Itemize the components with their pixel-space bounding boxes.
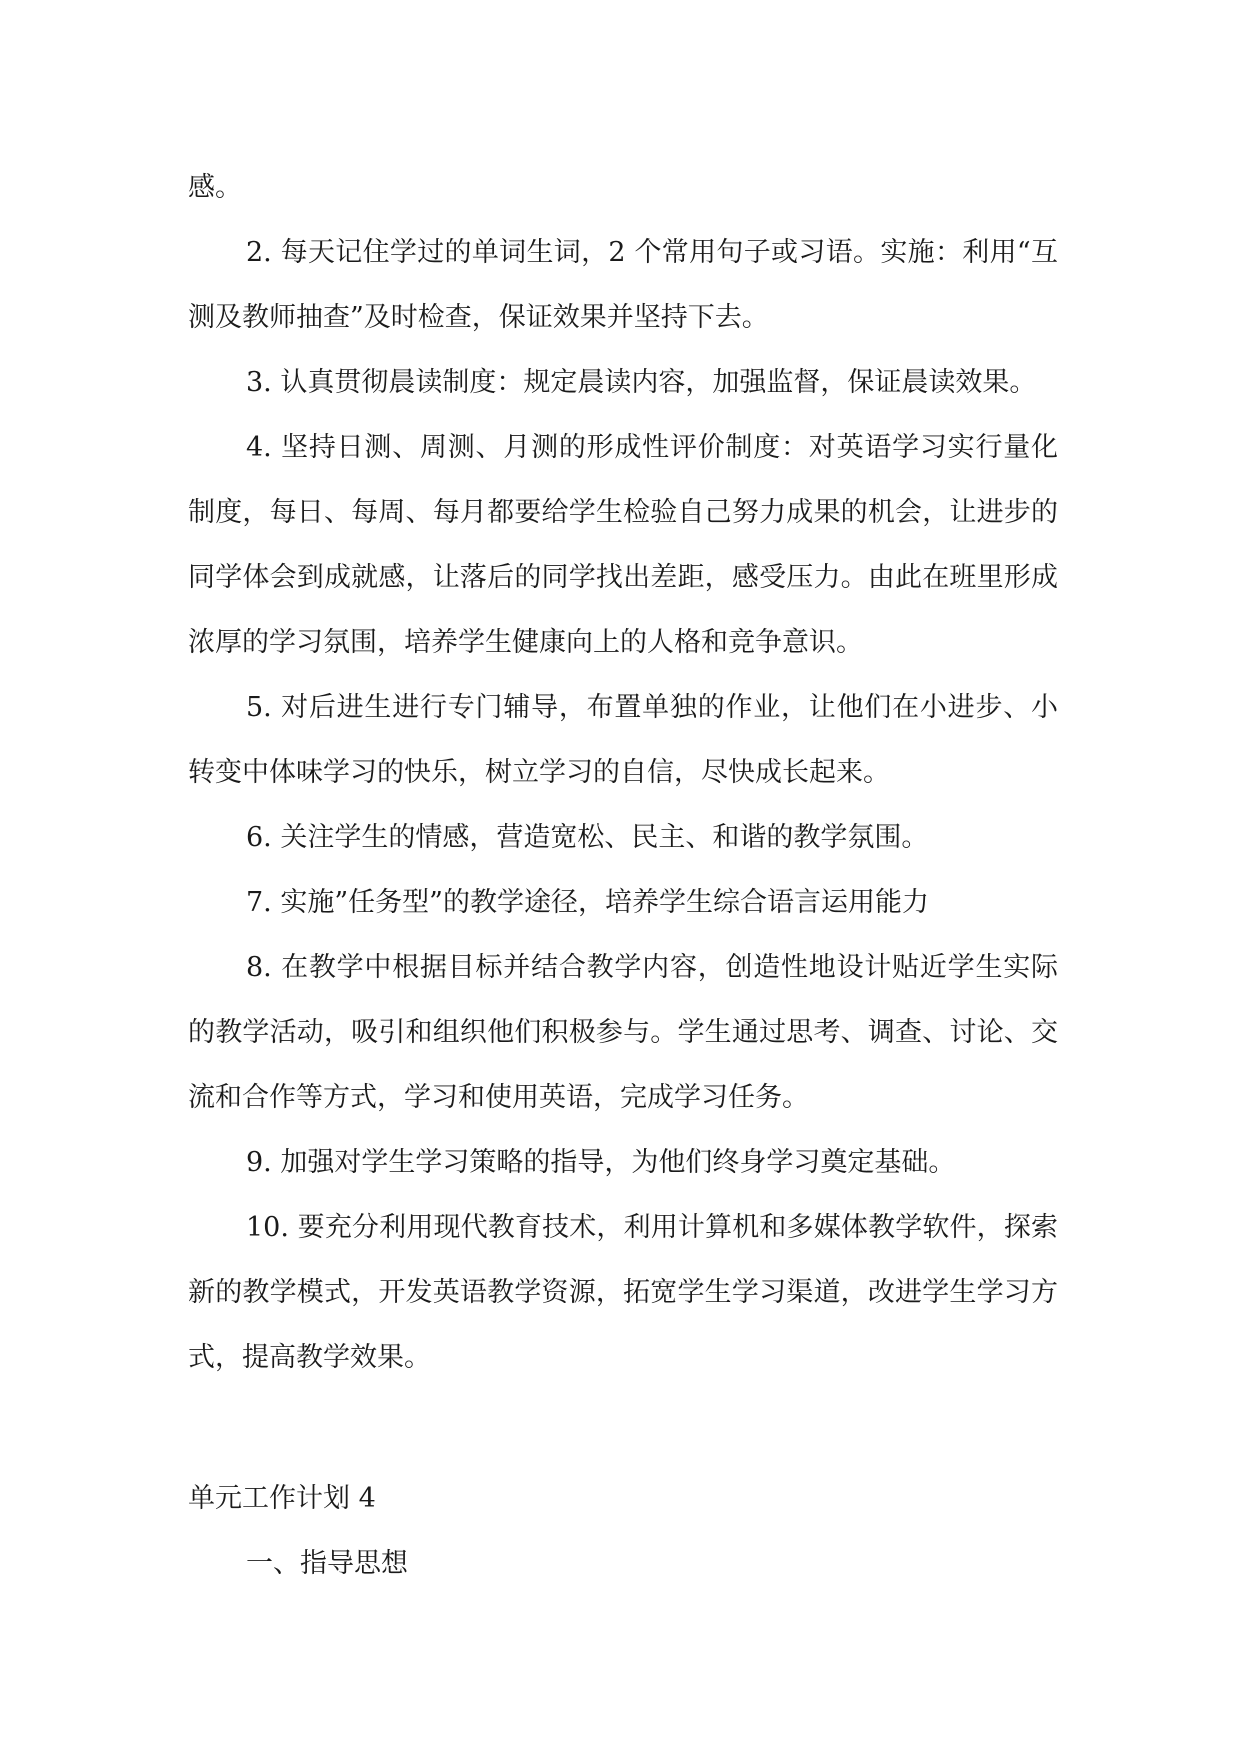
list-item-8: 8. 在教学中根据目标并结合教学内容，创造性地设计贴近学生实际的教学活动，吸引和组织他们积极参与。学生通过思考、调查、讨论、交流和合作等方式，学习和使用英语，完成学习任务。: [188, 952, 1058, 1113]
document-body: [188, 155, 1058, 1596]
list-item-7: 7. 实施”任务型”的教学途径，培养学生综合语言运用能力: [246, 887, 929, 918]
list-item-3: 3. 认真贯彻晨读制度：规定晨读内容，加强监督，保证晨读效果。: [246, 367, 1037, 398]
section-title: 单元工作计划 4: [188, 1483, 376, 1514]
list-item-2: 2. 每天记住学过的单词生词，2 个常用句子或习语。实施：利用“互测及教师抽查”及时检查，保证效果并坚持下去。: [188, 237, 1058, 333]
list-item-10: 10. 要充分利用现代教育技术，利用计算机和多媒体教学软件，探索新的教学模式，开发英语教学资源，拓宽学生学习渠道，改进学生学习方式，提高教学效果。: [188, 1212, 1058, 1373]
list-item-4: 4. 坚持日测、周测、月测的形成性评价制度：对英语学习实行量化制度，每日、每周、每月都要给学生检验自己努力成果的机会，让进步的同学体会到成就感，让落后的同学找出差距，感受压力。由此在班里形成浓厚的学习氛围，培养学生健康向上的人格和竞争意识。: [188, 432, 1058, 658]
list-item-5: 5. 对后进生进行专门辅导，布置单独的作业，让他们在小进步、小转变中体味学习的快乐，树立学习的自信，尽快成长起来。: [188, 692, 1058, 788]
list-item-6: 6. 关注学生的情感，营造宽松、民主、和谐的教学氛围。: [246, 822, 929, 853]
list-item-9: 9. 加强对学生学习策略的指导，为他们终身学习奠定基础。: [246, 1147, 956, 1178]
subheading: 一、指导思想: [246, 1548, 408, 1579]
paragraph-continuation: 感。: [188, 172, 242, 203]
